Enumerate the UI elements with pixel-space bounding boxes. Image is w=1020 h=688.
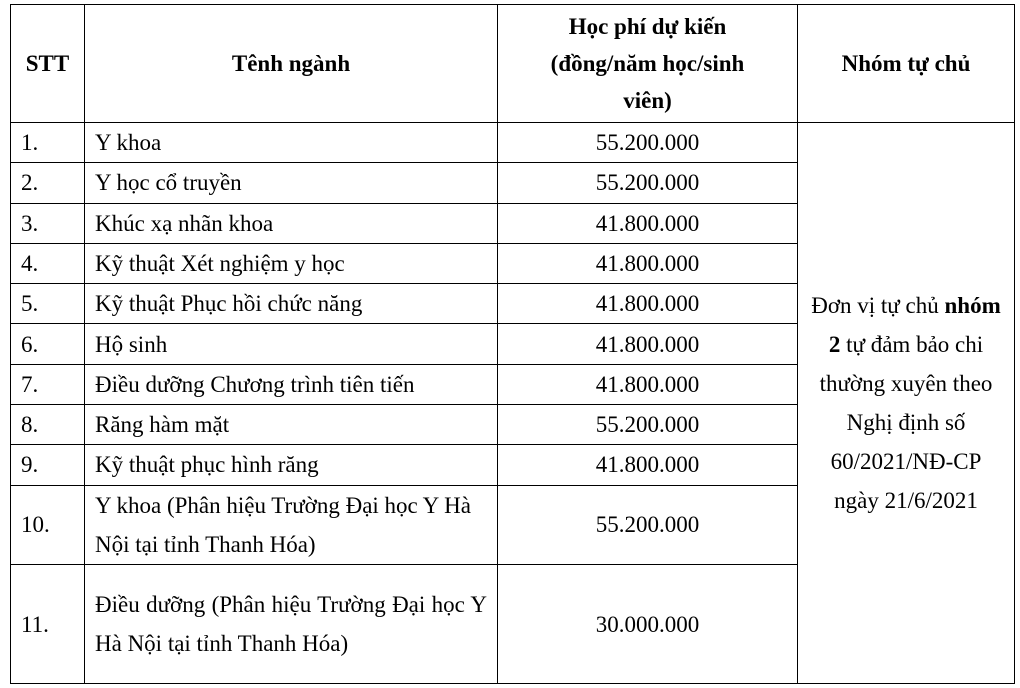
group-text-bold: nhóm 2 xyxy=(828,293,1001,357)
row-program-name: Hộ sinh xyxy=(85,324,498,364)
autonomy-group-cell xyxy=(798,123,1015,684)
row-tuition-fee: 41.800.000 xyxy=(498,243,798,283)
row-tuition-fee: 55.200.000 xyxy=(498,123,798,163)
row-program-name: Y khoa (Phân hiệu Trường Đại học Y Hà Nội tại tỉnh Thanh Hóa) xyxy=(85,485,498,565)
header-row xyxy=(11,5,1015,123)
header-tuition-fee: Học phí dự kiến (đồng/năm học/sinh viên) xyxy=(498,5,798,123)
row-program-name: Y học cổ truyền xyxy=(85,163,498,203)
row-program-name: Khúc xạ nhãn khoa xyxy=(85,203,498,243)
row-stt: 7. xyxy=(11,364,85,404)
row-stt: 1. xyxy=(11,123,85,163)
row-program-name: Kỹ thuật Phục hồi chức năng xyxy=(85,284,498,324)
row-stt: 10. xyxy=(11,485,85,565)
row-tuition-fee: 41.800.000 xyxy=(498,364,798,404)
row-program-name: Răng hàm mặt xyxy=(85,404,498,444)
row-tuition-fee: 30.000.000 xyxy=(498,565,798,684)
row-stt: 2. xyxy=(11,163,85,203)
row-tuition-fee: 55.200.000 xyxy=(498,163,798,203)
row-tuition-fee: 55.200.000 xyxy=(498,404,798,444)
row-stt: 8. xyxy=(11,404,85,444)
row-stt: 9. xyxy=(11,445,85,485)
row-tuition-fee: 41.800.000 xyxy=(498,284,798,324)
group-text-before: Đơn vị tự chủ xyxy=(811,293,939,318)
row-program-name: Kỹ thuật phục hình răng xyxy=(85,445,498,485)
group-text-after: tự đảm bảo chi thường xuyên theo Nghị định số 60/2021/NĐ-CP ngày 21/6/2021 xyxy=(819,332,993,513)
row-tuition-fee: 55.200.000 xyxy=(498,485,798,565)
row-program-name: Điều dưỡng (Phân hiệu Trường Đại học Y Hà Nội tại tỉnh Thanh Hóa) xyxy=(85,565,498,684)
row-stt: 3. xyxy=(11,203,85,243)
table-row xyxy=(11,123,1015,163)
header-program-name: Tênh ngành xyxy=(85,5,498,123)
row-stt: 11. xyxy=(11,565,85,684)
row-program-name: Điều dưỡng Chương trình tiên tiến xyxy=(85,364,498,404)
row-program-name: Y khoa xyxy=(85,123,498,163)
row-tuition-fee: 41.800.000 xyxy=(498,203,798,243)
header-autonomy-group: Nhóm tự chủ xyxy=(798,5,1015,123)
row-stt: 4. xyxy=(11,243,85,283)
row-stt: 5. xyxy=(11,284,85,324)
header-stt: STT xyxy=(11,5,85,123)
row-stt: 6. xyxy=(11,324,85,364)
row-tuition-fee: 41.800.000 xyxy=(498,445,798,485)
tuition-table xyxy=(10,4,1015,684)
row-tuition-fee: 41.800.000 xyxy=(498,324,798,364)
row-program-name: Kỹ thuật Xét nghiệm y học xyxy=(85,243,498,283)
